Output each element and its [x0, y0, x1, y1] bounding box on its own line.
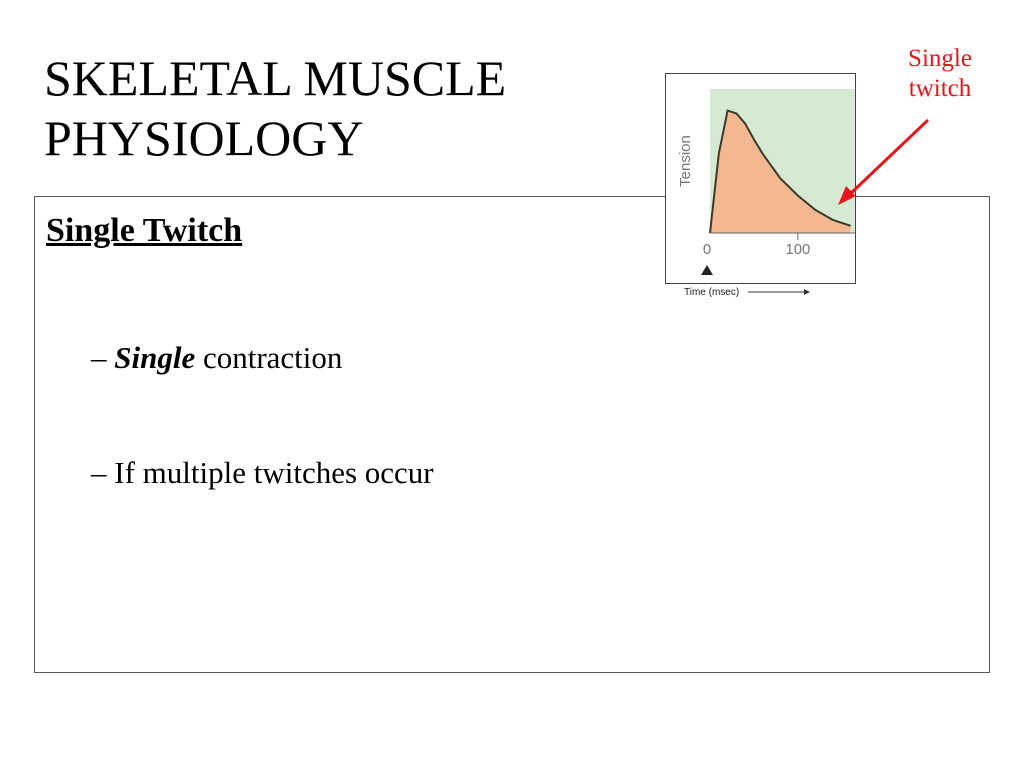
callout-arrow-line — [848, 120, 928, 196]
bullet-item-2 — [91, 453, 434, 493]
bullet-dash: – — [91, 455, 107, 490]
bullet-item-1 — [91, 338, 342, 378]
slide-title-line1: SKELETAL MUSCLE — [44, 50, 507, 106]
arrow-right-icon — [742, 287, 812, 297]
bullet-text: contraction — [195, 340, 343, 375]
x-tick-label-100: 100 — [785, 241, 811, 258]
section-heading: Single Twitch — [46, 212, 243, 249]
bullet-emphasis: Single — [114, 340, 196, 375]
twitch-graph-figure — [665, 73, 856, 284]
triangle-up-icon — [701, 265, 713, 275]
callout-label — [880, 44, 1000, 104]
twitch-graph — [666, 74, 855, 283]
x-axis-caption — [684, 286, 812, 300]
x-axis-label: Time (msec) — [684, 287, 740, 298]
bullet-dash: – — [91, 340, 107, 375]
slide-title — [44, 48, 644, 168]
callout-line2: twitch — [908, 75, 972, 102]
slide-title-line2: PHYSIOLOGY — [44, 110, 364, 166]
callout-line1: Single — [908, 45, 972, 72]
y-axis-label: Tension — [677, 135, 694, 187]
bullet-text: If multiple twitches occur — [114, 455, 434, 490]
x-tick-label-0: 0 — [702, 241, 712, 258]
